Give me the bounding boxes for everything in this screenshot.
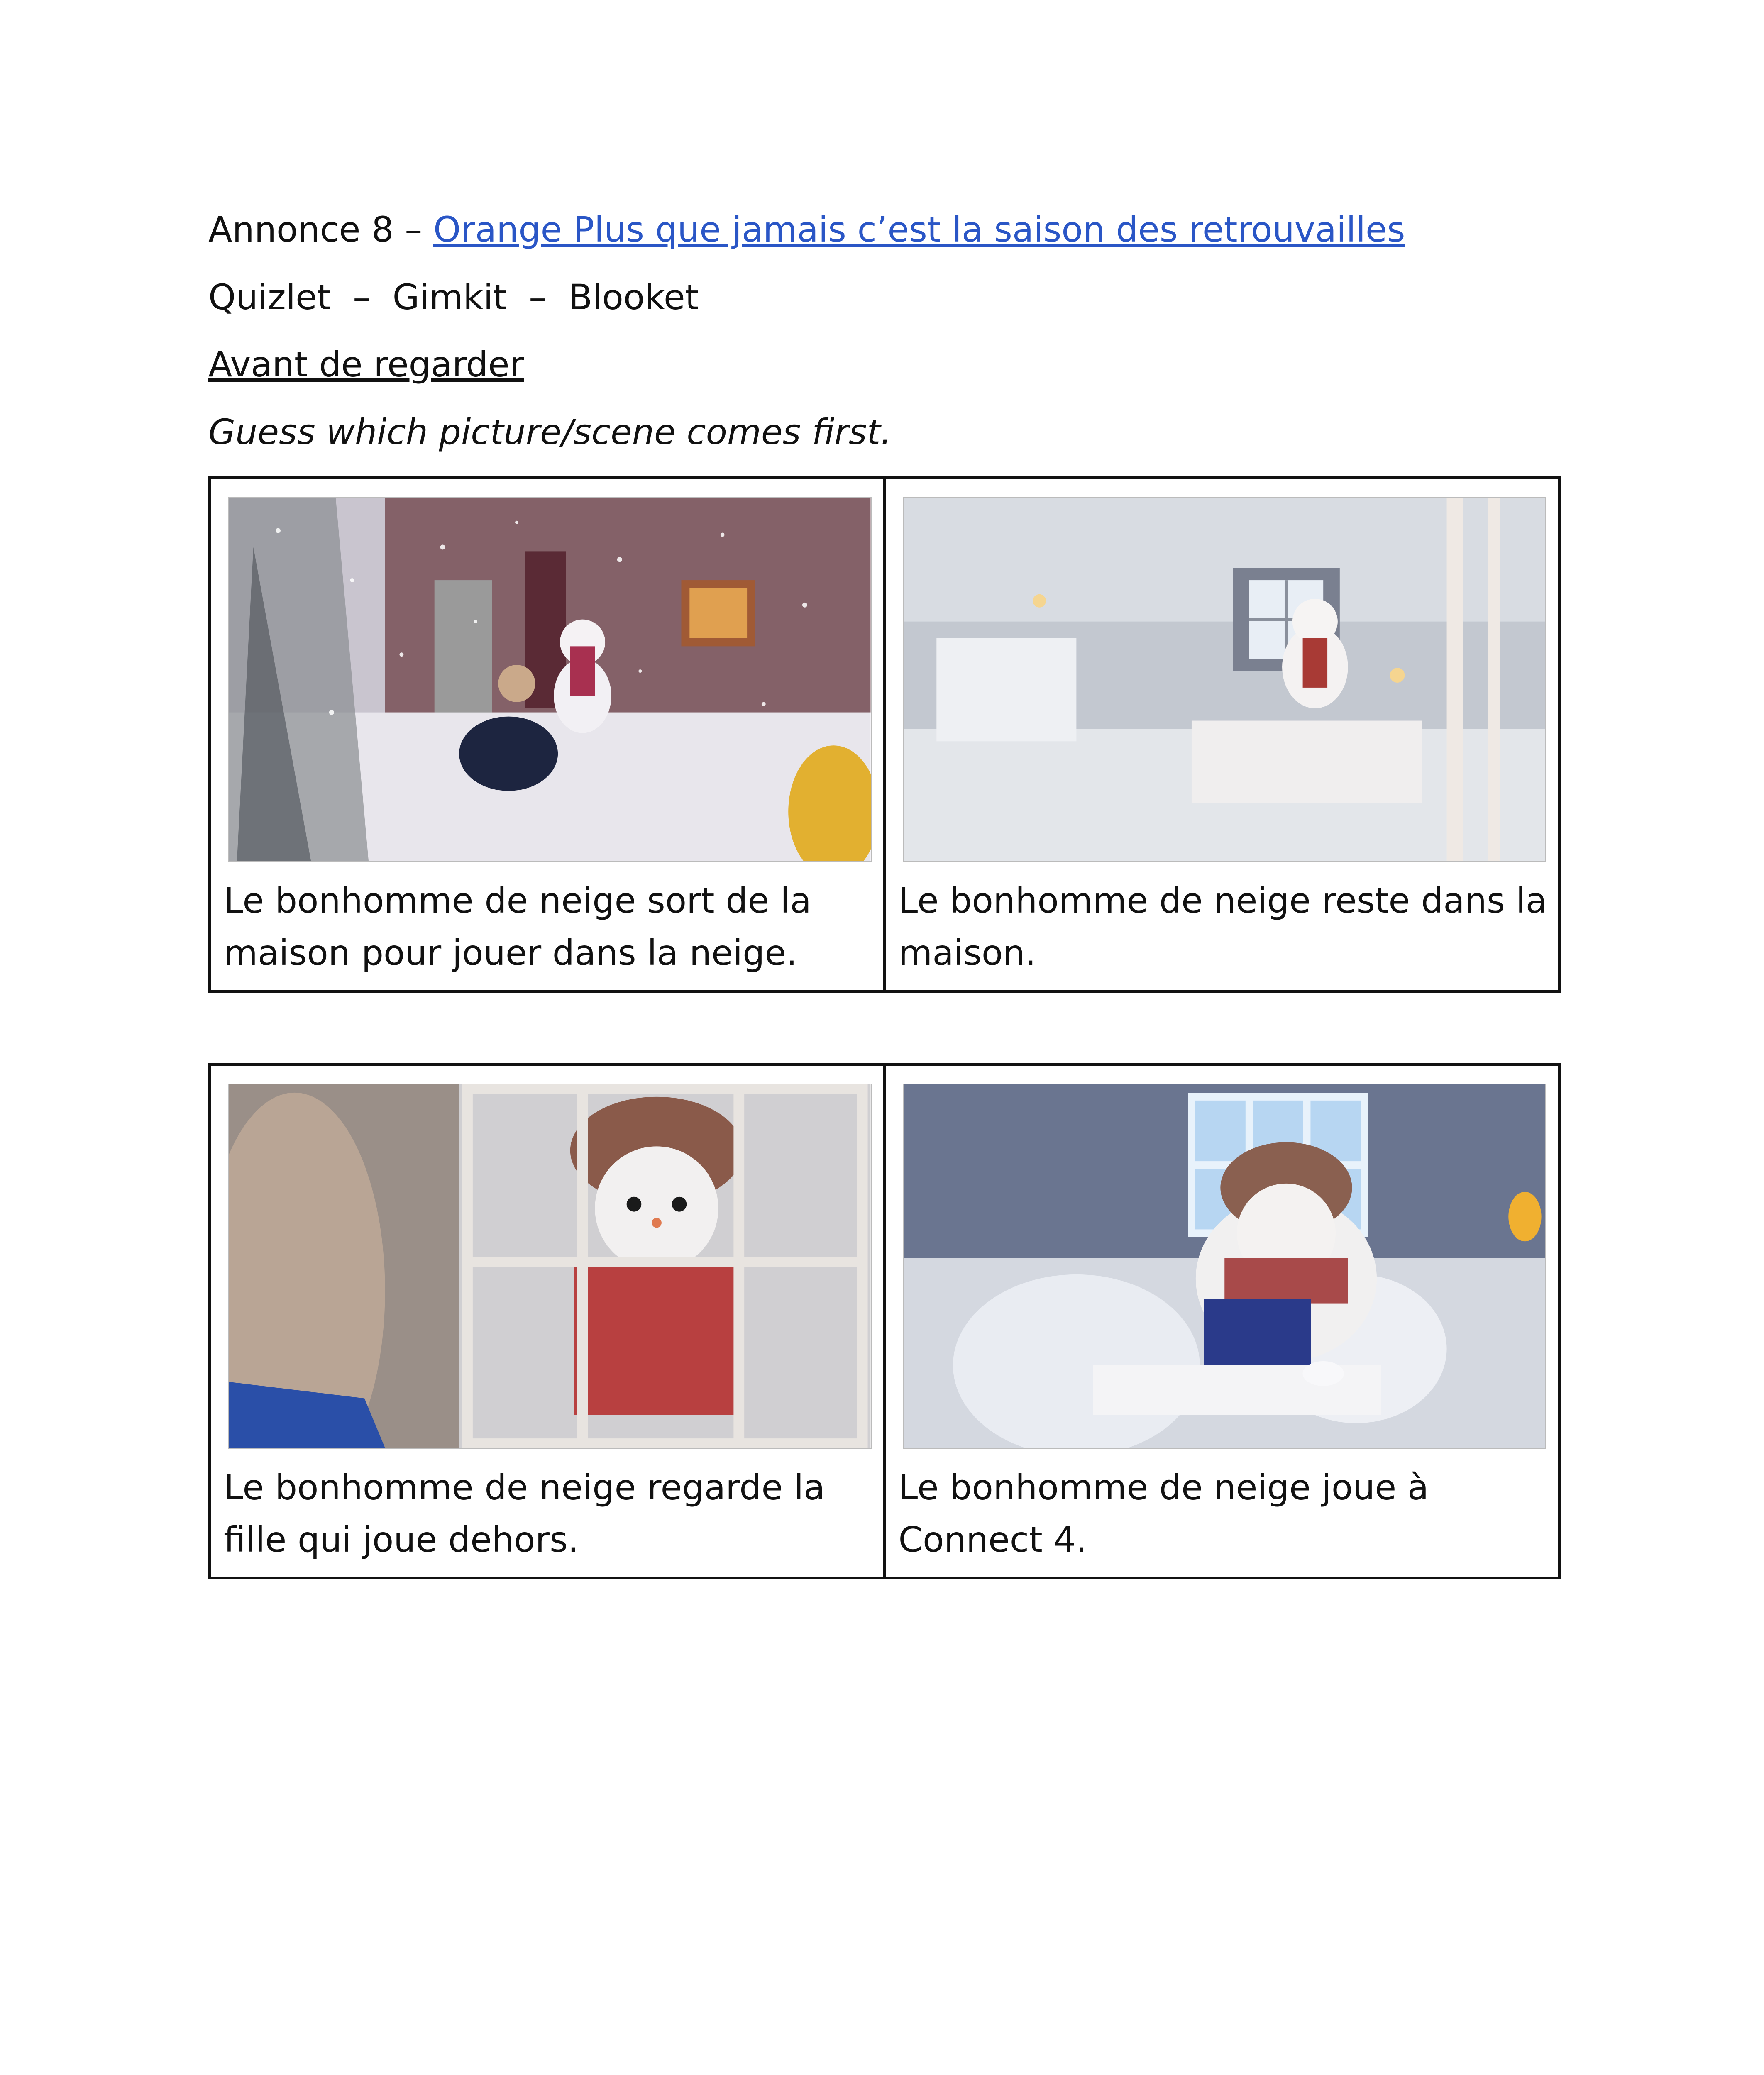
- gimkit-link[interactable]: Gimkit: [392, 277, 507, 317]
- snowy-living-room-photo: [903, 497, 1547, 862]
- scene-caption: Le bonhomme de neige regarde la fille qui joue dehors.: [224, 1467, 825, 1560]
- quizlet-link[interactable]: Quizlet: [208, 277, 331, 317]
- tools-line: [208, 277, 699, 317]
- section-title: Avant de regarder: [208, 344, 524, 385]
- snowman-at-window-photo: [228, 1084, 872, 1449]
- scene-cell: [210, 1065, 885, 1578]
- video-link[interactable]: Orange Plus que jamais c’est la saison des retrouvailles: [433, 209, 1405, 250]
- scene-cell: [884, 1065, 1559, 1578]
- scene-caption: Le bonhomme de neige joue à Connect 4.: [898, 1467, 1429, 1560]
- annonce-line: [208, 210, 1405, 250]
- tools-separator: –: [506, 277, 569, 317]
- instruction-text: Guess which picture/scene comes first.: [208, 412, 892, 452]
- scene-cell: [210, 478, 885, 991]
- scene-table-2: [208, 1063, 1561, 1579]
- scene-caption: Le bonhomme de neige sort de la maison pour jouer dans la neige.: [224, 880, 811, 973]
- snowman-outside-yard-photo: [228, 497, 872, 862]
- tools-separator: –: [330, 277, 393, 317]
- scene-table-1: [208, 476, 1561, 993]
- annonce-prefix: Annonce 8 –: [208, 209, 433, 250]
- blooket-link[interactable]: Blooket: [568, 277, 699, 317]
- scene-cell: [884, 478, 1559, 991]
- snowman-connect4-photo: [903, 1084, 1547, 1449]
- scene-caption: Le bonhomme de neige reste dans la maison.: [898, 880, 1547, 973]
